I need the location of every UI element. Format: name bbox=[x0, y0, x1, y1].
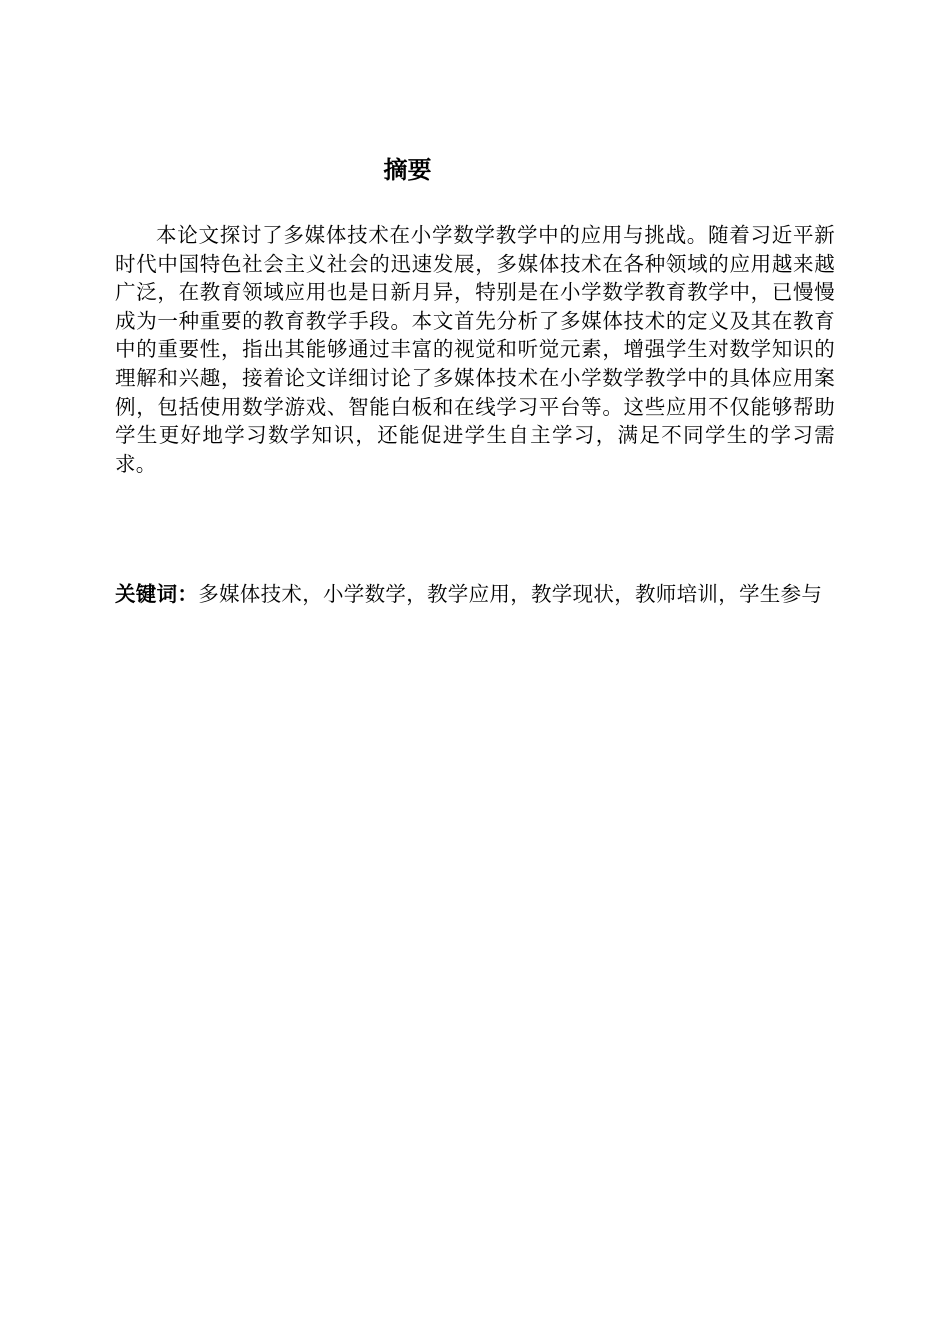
abstract-body: 本论文探讨了多媒体技术在小学数学教学中的应用与挑战。随着习近平新时代中国特色社会主义社会的迅速发展，多媒体技术在各种领域的应用越来越广泛，在教育领域应用也是日新月异，特别是在小学数学教育教学中，已慢慢成为一种重要的教育教学手段。本文首先分析了多媒体技术的定义及其在教育中的重要性，指出其能够通过丰富的视觉和听觉元素，增强学生对数学知识的理解和兴趣，接着论文详细讨论了多媒体技术在小学数学教学中的具体应用案例，包括使用数学游戏、智能白板和在线学习平台等。这些应用不仅能够帮助学生更好地学习数学知识，还能促进学生自主学习，满足不同学生的学习需求。 bbox=[115, 223, 835, 476]
keywords-label: 关键词： bbox=[115, 582, 199, 606]
keywords-list: 多媒体技术，小学数学，教学应用，教学现状，教师培训，学生参与 bbox=[198, 582, 823, 606]
abstract-title: 摘要 bbox=[383, 156, 432, 184]
keywords-line bbox=[115, 579, 835, 609]
